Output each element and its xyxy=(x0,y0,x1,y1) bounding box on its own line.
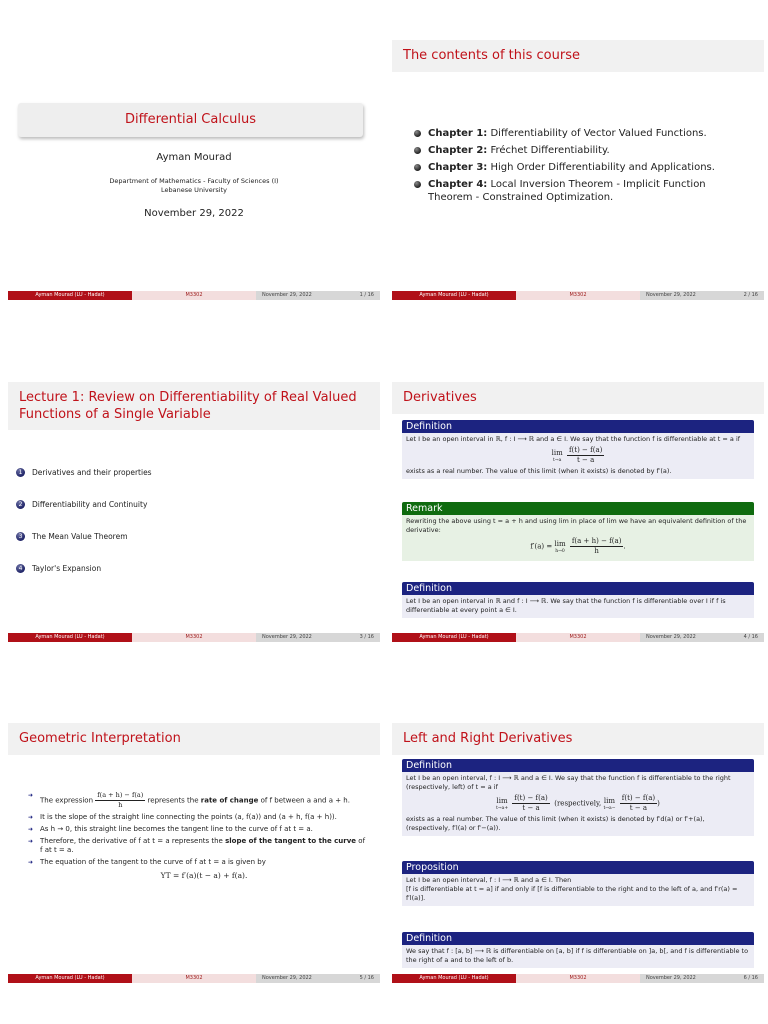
slide-derivatives xyxy=(392,382,764,642)
lim-subscript: t→a xyxy=(553,457,562,463)
item-text: As h → 0, this straight line becomes the tangent line to the curve of f at t = a. xyxy=(40,825,313,833)
block-title: Definition xyxy=(402,932,754,945)
footer-date: November 29, 2022 xyxy=(646,292,696,298)
fraction xyxy=(95,791,145,810)
list-item xyxy=(28,858,368,880)
slide-footer xyxy=(392,291,764,300)
derivative-formula: f′(a) = lim h→0 $\frac{f(a + h) - f(a)}{h}$ . xyxy=(530,537,626,555)
bullet-arrow-icon: ➜ xyxy=(28,859,34,866)
block-body: We say that f : [a, b] ⟶ ℝ is differentiable on [a, b] if f is differentiable on ]a, b[, and f is differentiable to the right of a and to the left of b. xyxy=(402,945,754,968)
item-text: Therefore, the derivative of f at t = a represents the xyxy=(40,837,223,845)
numerator: f(t) − f(a) xyxy=(514,794,548,802)
item-text: represents the xyxy=(147,796,199,805)
fraction xyxy=(620,794,657,813)
proposition-block xyxy=(402,861,754,906)
definition-block xyxy=(402,420,754,479)
fraction xyxy=(512,794,549,813)
item-text: of f between a and a + h. xyxy=(260,796,350,805)
page-number: 5 / 16 xyxy=(359,975,374,981)
chapter-list xyxy=(412,127,752,208)
frame-title: Lecture 1: Review on Differentiability of Real Valued Functions of a Single Variable xyxy=(8,382,380,430)
limit-operator xyxy=(552,449,563,463)
university-line: Lebanese University xyxy=(161,186,227,194)
tangent-equation: YT = f′(a)(t − a) + f(a). xyxy=(160,871,248,880)
number-ball-icon: 4 xyxy=(16,564,25,573)
limit-formula xyxy=(406,444,750,467)
denominator: t − a xyxy=(577,456,595,464)
footer-author: Ayman Mourad (LU - Hadat) xyxy=(8,633,132,642)
number-ball-icon: 2 xyxy=(16,500,25,509)
page-number: 4 / 16 xyxy=(743,634,758,640)
definition-block xyxy=(402,932,754,968)
slide-footer xyxy=(392,633,764,642)
topic-text: Differentiability and Continuity xyxy=(32,500,148,509)
lim-subscript: t→a+ xyxy=(496,805,509,811)
definition-text-after: exists as a real number. The value of this limit (when it exists) is denoted by f′d(a) or f′+(a), (respectively, f′l(a) or f′−(a)). xyxy=(406,815,705,832)
proposition-statement: [f is differentiable at t = a] if and only if [f is differentiable to the right and to the left of a, and f′r(a) = f′l(a)]. xyxy=(406,885,738,902)
one-sided-limit-formula: lim t→a+ $\frac{f(t) - f(a)}{t - a}$ (respectively, lim t→a− $\frac{f(t) - f(a)}{t - a}$ ) xyxy=(496,794,660,812)
numerator: f(t) − f(a) xyxy=(568,446,603,454)
block-title: Definition xyxy=(402,759,754,772)
remark-text: Rewriting the above using t = a + h and using lim in place of lim we have an equivalent definition of the derivative: xyxy=(406,517,747,534)
block-title: Remark xyxy=(402,502,754,515)
bullet-ball-icon xyxy=(414,181,421,188)
topic-text: Taylor's Expansion xyxy=(32,564,102,573)
lim-subscript: t→a− xyxy=(603,805,616,811)
number-ball-icon: 3 xyxy=(16,532,25,541)
definition-block xyxy=(402,759,754,836)
item-text: It is the slope of the straight line connecting the points (a, f(a)) and (a + h, f(a + h)). xyxy=(40,813,337,821)
frame-title: Geometric Interpretation xyxy=(8,723,380,755)
footer-author: Ayman Mourad (LU - Hadat) xyxy=(392,974,516,983)
definition-text: Let I be an open interval in ℝ, f : I ⟶ ℝ and a ∈ I. We say that the function f is differentiable at t = a if xyxy=(406,435,741,443)
footer-course: M3302 xyxy=(516,974,640,983)
footer-course: M3302 xyxy=(516,291,640,300)
page-number: 3 / 16 xyxy=(359,634,374,640)
block-title: Definition xyxy=(402,582,754,595)
slide-footer xyxy=(8,633,380,642)
bullet-ball-icon xyxy=(414,147,421,154)
list-item xyxy=(28,813,368,822)
chapter-label: Chapter 1: xyxy=(428,128,488,139)
list-item xyxy=(412,144,752,157)
formula-text: (respectively, xyxy=(554,799,602,808)
bullet-arrow-icon: ➜ xyxy=(28,792,34,799)
list-item xyxy=(412,127,752,140)
page-number: 1 / 16 xyxy=(359,292,374,298)
block-body xyxy=(402,874,754,906)
block-body xyxy=(402,433,754,479)
lim-text: lim xyxy=(554,539,566,548)
proposition-text: Let I be an open interval, f : I ⟶ ℝ and a ∈ I. Then xyxy=(406,876,572,884)
chapter-text: Differentiability of Vector Valued Functions. xyxy=(490,128,707,139)
chapter-text: Local Inversion Theorem - Implicit Function Theorem - Constrained Optimization. xyxy=(428,179,706,203)
item-emphasis: slope of the tangent to the curve xyxy=(225,837,357,845)
fraction xyxy=(567,446,604,465)
frame-title: The contents of this course xyxy=(392,40,764,72)
footer-date-page xyxy=(256,291,380,300)
lim-text: lim xyxy=(551,448,563,457)
footer-date: November 29, 2022 xyxy=(262,634,312,640)
list-item xyxy=(16,500,152,532)
dept-line: Department of Mathematics - Faculty of Sciences (I) xyxy=(109,177,279,185)
bullet-ball-icon xyxy=(414,164,421,171)
item-emphasis: rate of change xyxy=(200,796,259,805)
page-number: 6 / 16 xyxy=(743,975,758,981)
definition-text-after: exists as a real number. The value of this limit (when it exists) is denoted by f′(a). xyxy=(406,467,672,475)
bullet-arrow-icon: ➜ xyxy=(28,838,34,845)
bullet-arrow-icon: ➜ xyxy=(28,826,34,833)
frame-title: Left and Right Derivatives xyxy=(392,723,764,755)
footer-author: Ayman Mourad (LU - Hadat) xyxy=(8,974,132,983)
footer-date-page xyxy=(256,633,380,642)
list-item xyxy=(412,161,752,174)
list-item xyxy=(16,564,152,596)
slide-contents xyxy=(392,40,764,300)
page-number: 2 / 16 xyxy=(743,292,758,298)
limit-operator xyxy=(603,797,615,811)
item-text: of f at t = a. xyxy=(40,837,366,854)
footer-date: November 29, 2022 xyxy=(262,292,312,298)
slide-title xyxy=(8,40,380,300)
footer-course: M3302 xyxy=(516,633,640,642)
numerator: f(t) − f(a) xyxy=(621,794,656,802)
bullet-ball-icon xyxy=(414,130,421,137)
author-name: Ayman Mourad xyxy=(156,152,232,163)
lim-text: lim xyxy=(603,796,616,805)
definition-text: Let I be an open interval, f : I ⟶ ℝ and a ∈ I. We say that the function f is differentiable to the right (respectively, left) of t = a if xyxy=(406,774,731,791)
list-item xyxy=(412,178,752,204)
denominator: t − a xyxy=(522,804,540,812)
slide-lecture-outline xyxy=(8,382,380,642)
slide-geometric xyxy=(8,723,380,983)
chapter-label: Chapter 4: xyxy=(428,179,488,190)
block-body xyxy=(402,515,754,561)
item-text: The expression xyxy=(40,796,94,805)
denominator: t − a xyxy=(629,804,648,812)
footer-course: M3302 xyxy=(132,633,256,642)
topic-text: The Mean Value Theorem xyxy=(32,532,128,541)
limit-operator xyxy=(496,797,508,811)
denominator: h xyxy=(594,547,599,555)
lecture-topic-list xyxy=(16,468,152,596)
block-body: Let I be an open interval in ℝ and f : I ⟶ ℝ. We say that the function f is differentiable over I if f is differentiable at every point a ∈ I. xyxy=(402,595,754,618)
footer-date: November 29, 2022 xyxy=(646,634,696,640)
numerator: f(a + h) − f(a) xyxy=(571,537,622,545)
numerator: f(a + h) − f(a) xyxy=(97,791,144,799)
block-title: Proposition xyxy=(402,861,754,874)
footer-course: M3302 xyxy=(132,974,256,983)
lim-text: lim xyxy=(496,796,508,805)
block-body xyxy=(402,772,754,836)
slide-footer xyxy=(8,291,380,300)
footer-date-page xyxy=(640,974,764,983)
lim-subscript: h→0 xyxy=(555,548,565,554)
footer-date-page xyxy=(256,974,380,983)
affiliation xyxy=(8,177,380,195)
fraction xyxy=(570,537,624,556)
number-ball-icon: 1 xyxy=(16,468,25,477)
slide-footer xyxy=(392,974,764,983)
list-item xyxy=(28,791,368,810)
denominator: h xyxy=(118,801,123,809)
slide-footer xyxy=(8,974,380,983)
formula-lhs: f′(a) = xyxy=(530,542,553,551)
presentation-title: Differential Calculus xyxy=(18,103,363,137)
limit-operator xyxy=(554,540,565,554)
list-item xyxy=(16,468,152,500)
frame-title: Derivatives xyxy=(392,382,764,414)
presentation-date: November 29, 2022 xyxy=(144,208,244,219)
remark-block xyxy=(402,502,754,561)
list-item xyxy=(16,532,152,564)
chapter-text: High Order Differentiability and Applications. xyxy=(490,162,715,173)
chapter-text: Fréchet Differentiability. xyxy=(490,145,610,156)
footer-date-page xyxy=(640,291,764,300)
item-text: The equation of the tangent to the curve of f at t = a is given by xyxy=(40,858,266,866)
footer-date-page xyxy=(640,633,764,642)
footer-course: M3302 xyxy=(132,291,256,300)
block-title: Definition xyxy=(402,420,754,433)
slide-left-right-derivatives xyxy=(392,723,764,983)
chapter-label: Chapter 3: xyxy=(428,162,488,173)
geometric-list xyxy=(28,791,368,883)
footer-author: Ayman Mourad (LU - Hadat) xyxy=(392,291,516,300)
list-item xyxy=(28,837,368,855)
footer-author: Ayman Mourad (LU - Hadat) xyxy=(392,633,516,642)
bullet-arrow-icon: ➜ xyxy=(28,814,34,821)
list-item xyxy=(28,825,368,834)
footer-date: November 29, 2022 xyxy=(262,975,312,981)
definition-block xyxy=(402,582,754,618)
footer-date: November 29, 2022 xyxy=(646,975,696,981)
topic-text: Derivatives and their properties xyxy=(32,468,152,477)
chapter-label: Chapter 2: xyxy=(428,145,488,156)
footer-author: Ayman Mourad (LU - Hadat) xyxy=(8,291,132,300)
